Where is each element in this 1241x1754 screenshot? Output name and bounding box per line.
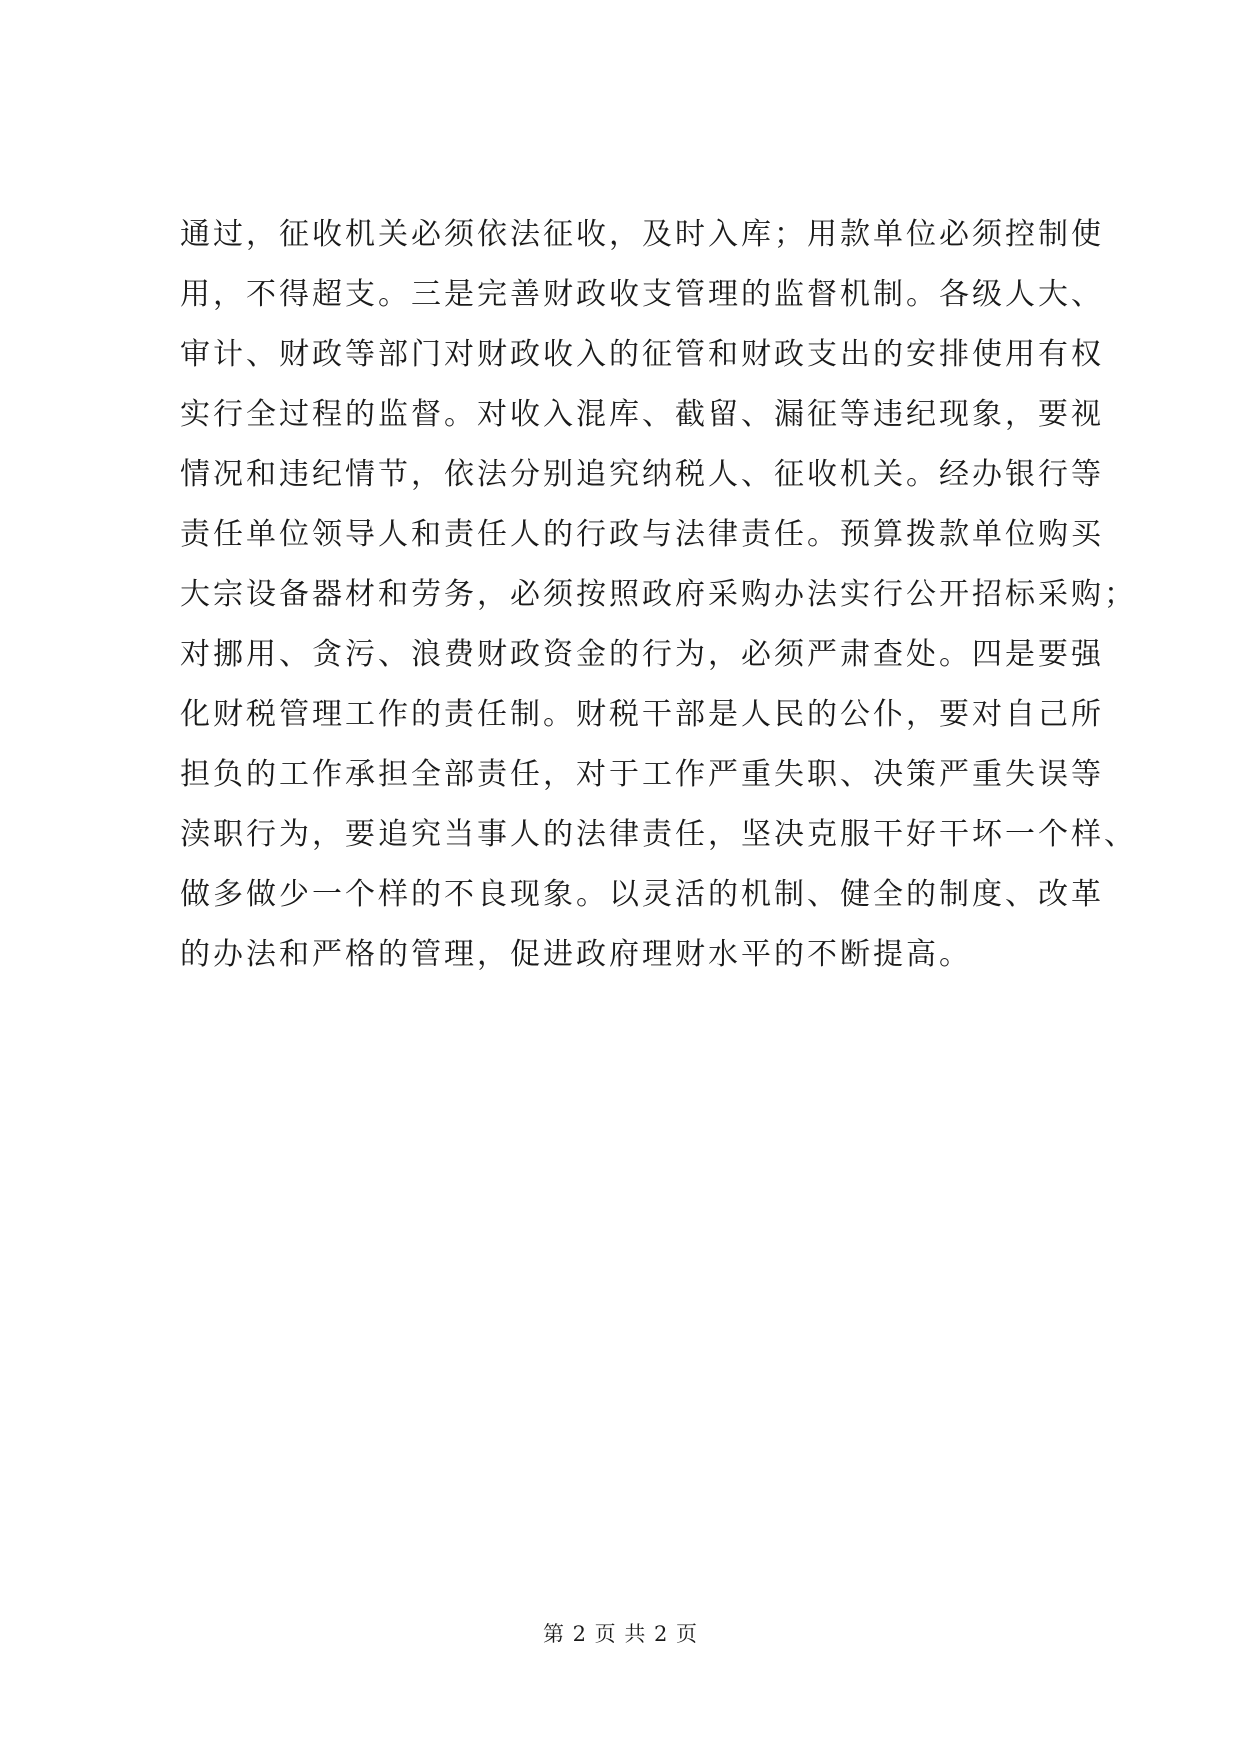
paragraph-line-9: 化财税管理工作的责任制。财税干部是人民的公仆，要对自己所 [180,697,1104,732]
paragraph-line-5: 情况和违纪情节，依法分别追究纳税人、征收机关。经办银行等 [180,457,1104,492]
paragraph-line-12: 做多做少一个样的不良现象。以灵活的机制、健全的制度、改革 [180,877,1104,912]
paragraph-line-11: 渎职行为，要追究当事人的法律责任，坚决克服干好干坏一个样、 [180,817,1137,852]
paragraph-line-13: 的办法和严格的管理，促进政府理财水平的不断提高。 [180,937,972,972]
paragraph-line-8: 对挪用、贪污、浪费财政资金的行为，必须严肃查处。四是要强 [180,637,1104,672]
paragraph-line-2: 用，不得超支。三是完善财政收支管理的监督机制。各级人大、 [180,277,1104,312]
paragraph-line-1: 通过，征收机关必须依法征收，及时入库；用款单位必须控制使 [180,217,1104,252]
page-number-footer: 第 2 页 共 2 页 [542,1622,699,1646]
paragraph-line-6: 责任单位领导人和责任人的行政与法律责任。预算拨款单位购买 [180,517,1104,552]
paragraph-line-4: 实行全过程的监督。对收入混库、截留、漏征等违纪现象，要视 [180,397,1104,432]
paragraph-line-7: 大宗设备器材和劳务，必须按照政府采购办法实行公开招标采购； [180,577,1137,612]
body-paragraph [180,205,1137,985]
paragraph-line-3: 审计、财政等部门对财政收入的征管和财政支出的安排使用有权 [180,337,1104,372]
paragraph-line-10: 担负的工作承担全部责任，对于工作严重失职、决策严重失误等 [180,757,1104,792]
